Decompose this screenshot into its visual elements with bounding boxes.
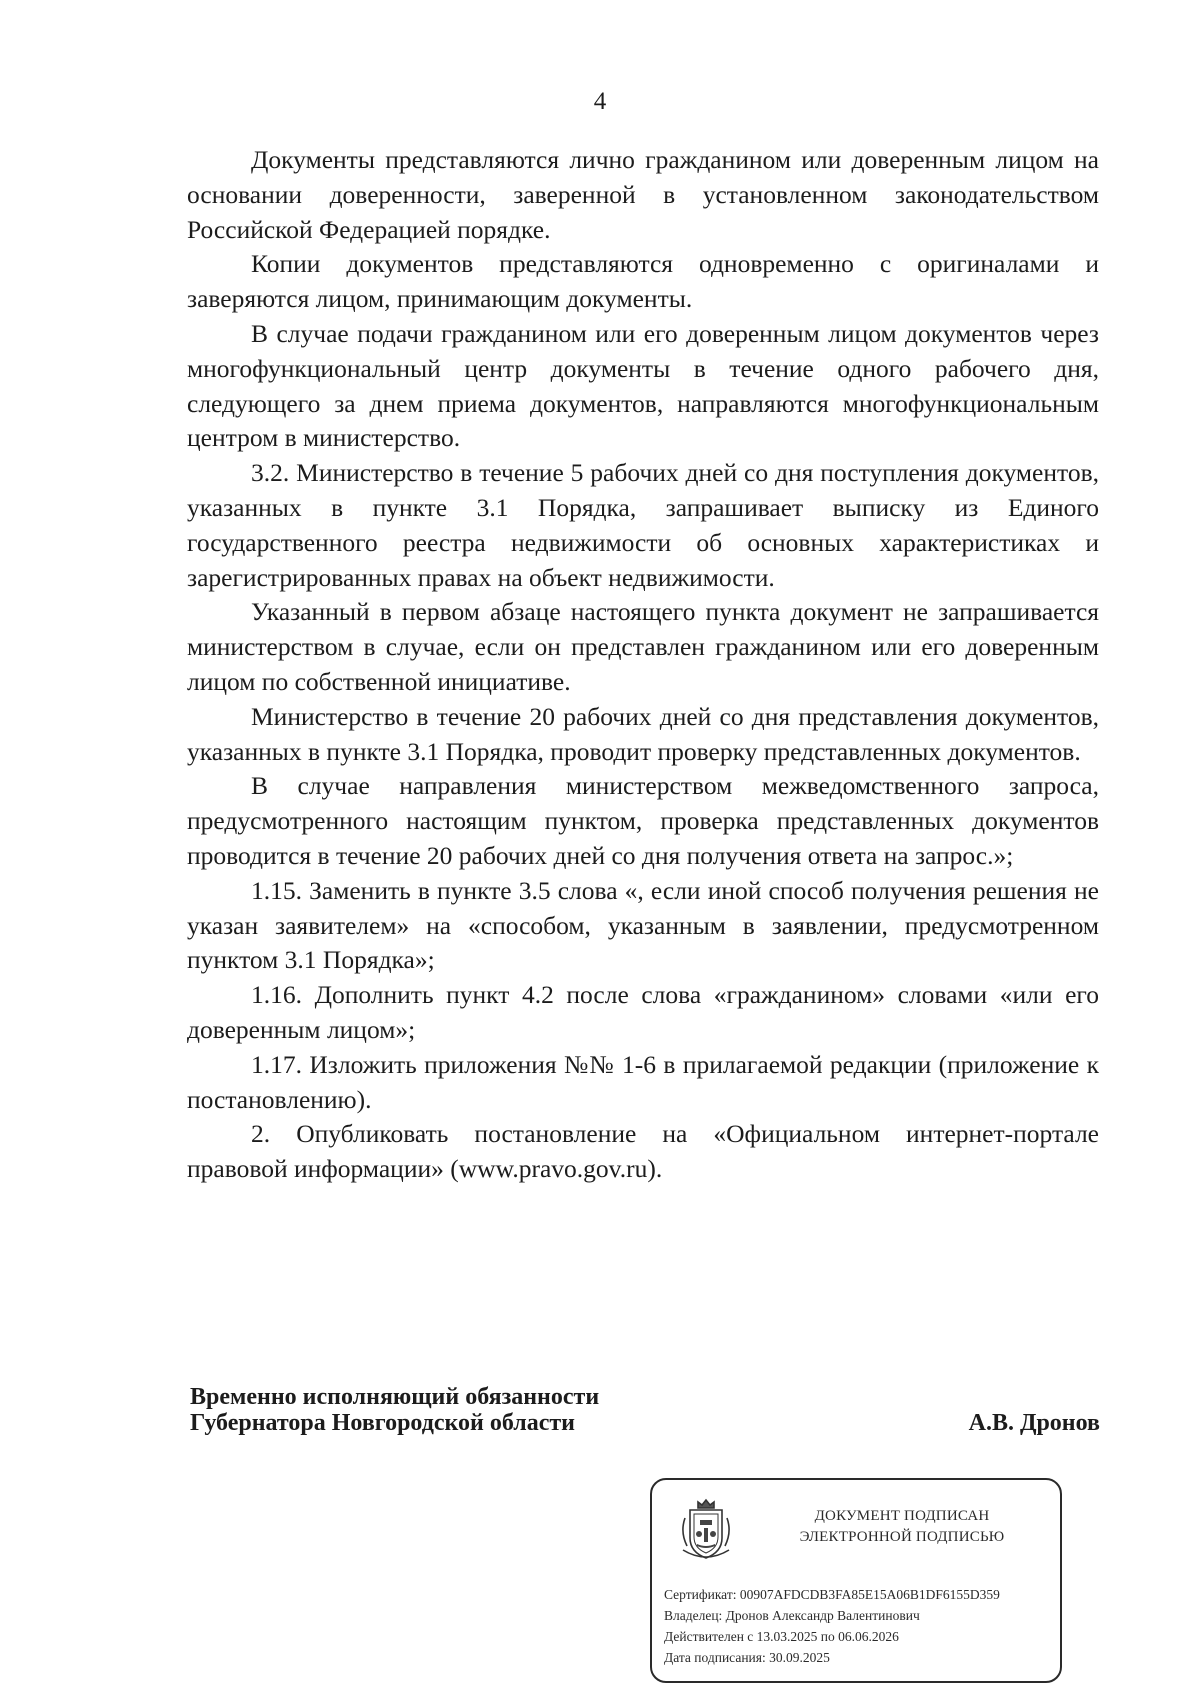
certificate-owner: Владелец: Дронов Александр Валентинович <box>664 1608 920 1623</box>
paragraph: 1.15. Заменить в пункте 3.5 слова «, если иной способ получения решения не указан заявителем» на «способом, указанным в заявлении, предусмотренном пунктом 3.1 Порядка»; <box>187 875 1099 975</box>
paragraph: Документы представляются лично гражданином или доверенным лицом на основании доверенности, заверенной в установленном законодательством Российской Федерацией порядке. <box>187 145 1099 244</box>
document-body <box>187 143 1099 1187</box>
paragraph: 1.16. Дополнить пункт 4.2 после слова «гражданином» словами «или его доверенным лицом»; <box>187 980 1099 1044</box>
paragraph: 2. Опубликовать постановление на «Официальном интернет-портале правовой информации» (www.pravo.gov.ru). <box>187 1119 1099 1184</box>
stamp-heading-line: ДОКУМЕНТ ПОДПИСАН <box>814 1508 990 1524</box>
paragraph: В случае направления министерством межведомственного запроса, предусмотренного настоящим пунктом, проверка представленных документов проводится в течение 20 рабочих дней со дня получения ответа на запрос.»; <box>187 771 1099 870</box>
signature-block <box>190 1384 1100 1454</box>
stamp-heading <box>752 1506 1052 1548</box>
paragraph: 1.17. Изложить приложения №№ 1-6 в прилагаемой редакции (приложение к постановлению). <box>187 1049 1099 1114</box>
certificate-number: Сертификат: 00907AFDCDB3FA85E15A06B1DF6155D359 <box>664 1587 1000 1602</box>
stamp-heading-line: ЭЛЕКТРОННОЙ ПОДПИСЬЮ <box>799 1529 1005 1545</box>
paragraph: Министерство в течение 20 рабочих дней со дня представления документов, указанных в пункте 3.1 Порядка, проводит проверку представленных документов. <box>187 701 1099 766</box>
certificate-validity: Действителен с 13.03.2025 по 06.06.2026 <box>664 1629 899 1644</box>
stamp-details <box>664 1584 1000 1668</box>
signer-title-line: Временно исполняющий обязанности <box>190 1384 600 1410</box>
paragraph: Указанный в первом абзаце настоящего пункта документ не запрашивается министерством в случае, если он представлен гражданином или его доверенным лицом по собственной инициативе. <box>187 597 1099 696</box>
paragraph: 3.2. Министерство в течение 5 рабочих дней со дня поступления документов, указанных в пункте 3.1 Порядка, запрашивает выписку из Единого государственного реестра недвижимости об основных характеристиках и зарегистрированных правах на объект недвижимости. <box>187 458 1099 592</box>
electronic-signature-stamp <box>650 1478 1062 1683</box>
coat-of-arms-icon <box>677 1498 735 1562</box>
signer-title-line: Губернатора Новгородской области <box>190 1410 576 1436</box>
page-number: 4 <box>593 88 607 115</box>
signing-date: Дата подписания: 30.09.2025 <box>664 1650 830 1665</box>
signer-name: А.В. Дронов <box>968 1410 1100 1436</box>
paragraph: Копии документов представляются одновременно с оригиналами и заверяются лицом, принимающим документы. <box>187 249 1099 314</box>
signer-title <box>190 1384 599 1436</box>
paragraph: В случае подачи гражданином или его доверенным лицом документов через многофункциональный центр документы в течение одного рабочего дня, следующего за днем приема документов, направляются многофункциональным центром в министерство. <box>187 318 1099 453</box>
